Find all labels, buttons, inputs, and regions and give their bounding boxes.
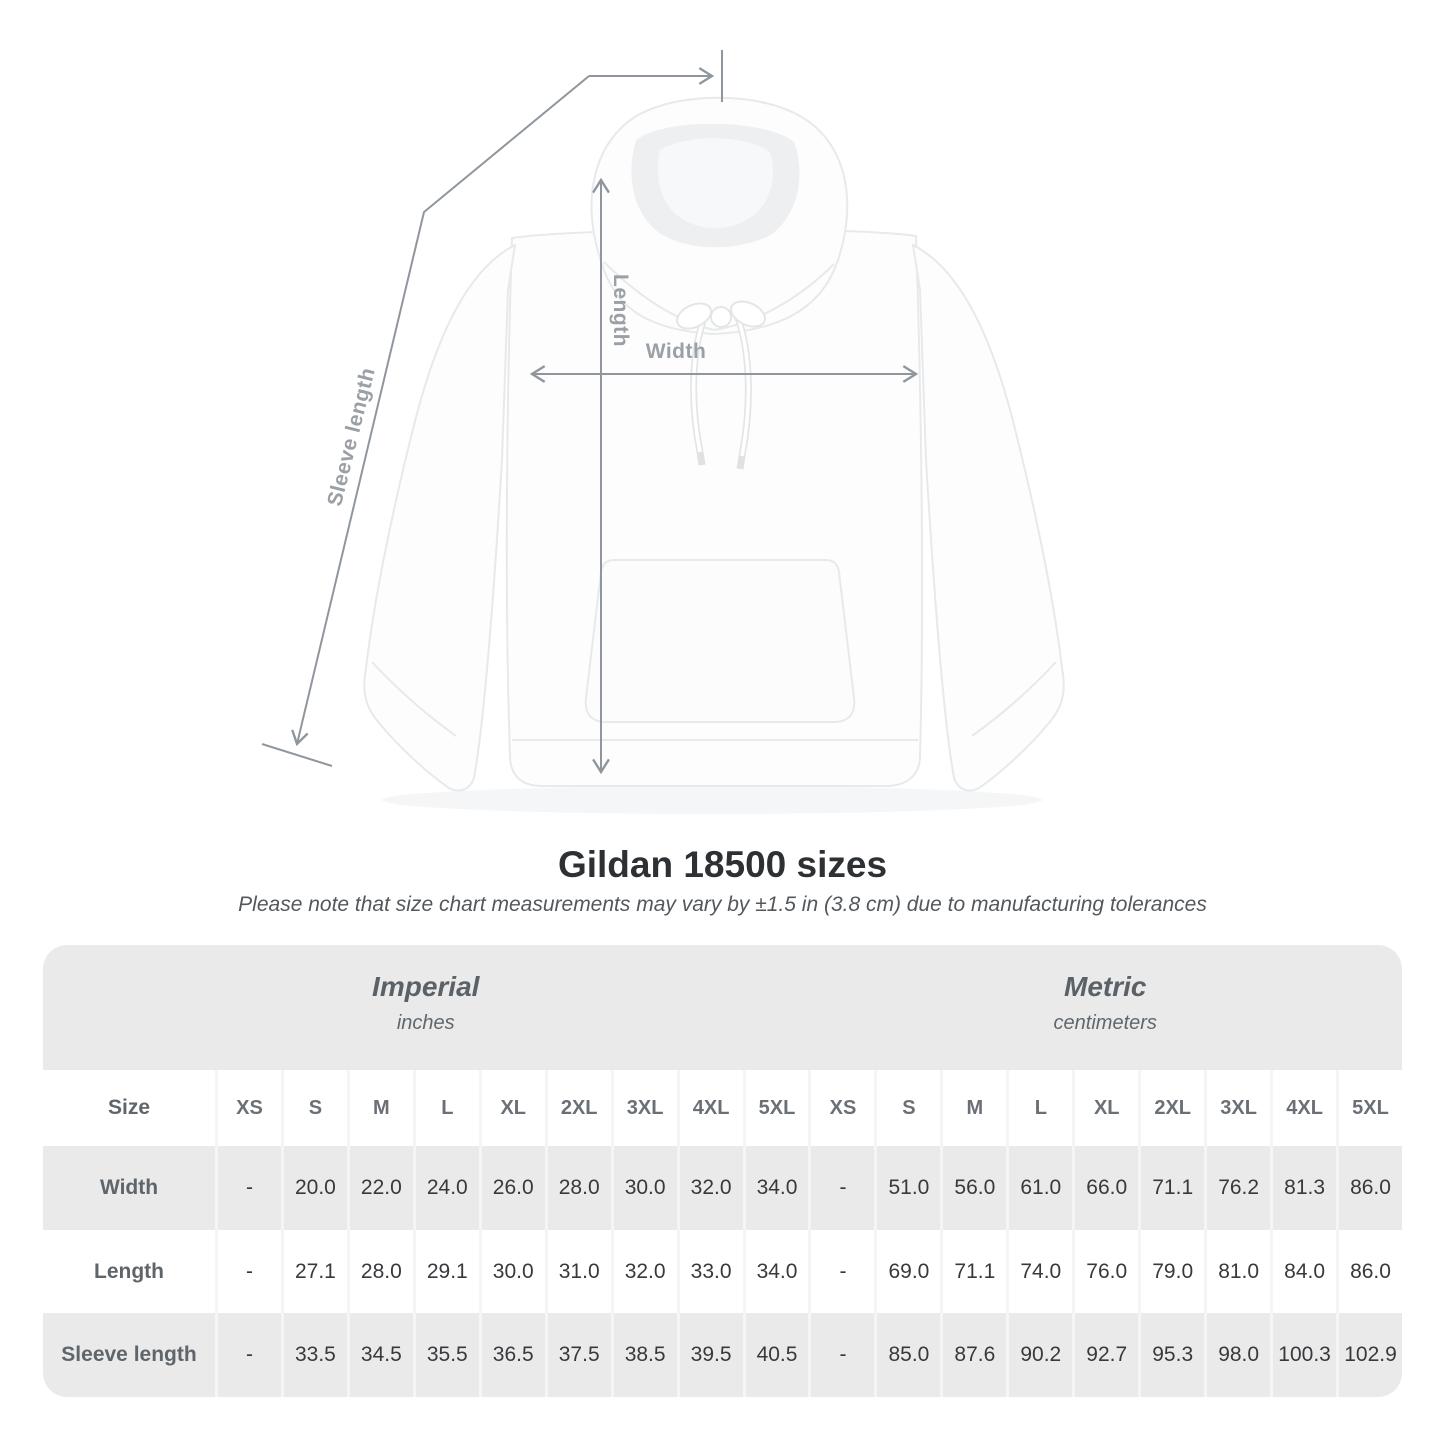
size-col-header: L <box>413 1070 479 1146</box>
measurement-value: 29.1 <box>413 1230 479 1313</box>
measurement-value: 37.5 <box>545 1313 611 1397</box>
measurement-value: 87.6 <box>940 1313 1006 1397</box>
measurement-value: 71.1 <box>940 1230 1006 1313</box>
size-col-header: XL <box>1072 1070 1138 1146</box>
row-label: Width <box>99 1176 159 1199</box>
bow-knot <box>711 307 731 327</box>
measurement-value: 33.5 <box>281 1313 347 1397</box>
measurement-value: 32.0 <box>677 1146 743 1230</box>
measurement-value: 40.5 <box>743 1313 809 1397</box>
size-col-header: M <box>347 1070 413 1146</box>
measurement-value: - <box>215 1313 281 1397</box>
measurement-value: 81.0 <box>1204 1230 1270 1313</box>
measurement-value: 102.9 <box>1336 1313 1402 1397</box>
measurement-value: - <box>808 1230 874 1313</box>
metric-unit-label: centimeters <box>1053 1011 1157 1034</box>
measurement-value: 74.0 <box>1006 1230 1072 1313</box>
measurement-value: 28.0 <box>347 1230 413 1313</box>
measurement-value: - <box>215 1230 281 1313</box>
imperial-group-header <box>43 945 808 1070</box>
measurement-value: 22.0 <box>347 1146 413 1230</box>
size-col-header: S <box>874 1070 940 1146</box>
imperial-label: Imperial <box>372 970 480 1002</box>
row-label: Sleeve length <box>61 1343 197 1366</box>
measurement-value: - <box>215 1146 281 1230</box>
tolerance-note: Please note that size chart measurements may vary by ±1.5 in (3.8 cm) due to manufacturing tolerances <box>238 893 1207 916</box>
measurement-value: 86.0 <box>1336 1146 1402 1230</box>
measurement-value: 92.7 <box>1072 1313 1138 1397</box>
size-col-header: 2XL <box>1138 1070 1204 1146</box>
size-col-header: XS <box>215 1070 281 1146</box>
measurement-value: 69.0 <box>874 1230 940 1313</box>
measurement-value: 30.0 <box>611 1146 677 1230</box>
measurement-value: 81.3 <box>1270 1146 1336 1230</box>
size-col-header: M <box>940 1070 1006 1146</box>
measurement-value: 61.0 <box>1006 1146 1072 1230</box>
measurement-value: - <box>808 1146 874 1230</box>
measurement-value: 24.0 <box>413 1146 479 1230</box>
hoodie-body <box>364 98 1064 814</box>
measurement-value: 27.1 <box>281 1230 347 1313</box>
measurement-value: 85.0 <box>874 1313 940 1397</box>
measurement-value: 98.0 <box>1204 1313 1270 1397</box>
size-col-header: 4XL <box>677 1070 743 1146</box>
measurement-value: 51.0 <box>874 1146 940 1230</box>
size-col-header: 3XL <box>1204 1070 1270 1146</box>
imperial-unit-label: inches <box>396 1011 455 1034</box>
measurement-value: 39.5 <box>677 1313 743 1397</box>
measurement-value: 36.5 <box>479 1313 545 1397</box>
size-col-header: XS <box>808 1070 874 1146</box>
hoodie-right-sleeve <box>913 245 1064 791</box>
measurement-value: 33.0 <box>677 1230 743 1313</box>
measurement-value: 66.0 <box>1072 1146 1138 1230</box>
size-col-header: XL <box>479 1070 545 1146</box>
measurement-value: 31.0 <box>545 1230 611 1313</box>
measurement-value: 26.0 <box>479 1146 545 1230</box>
metric-group-header <box>808 945 1402 1070</box>
size-table <box>43 945 1402 1397</box>
length-measure-label: Length <box>609 274 632 347</box>
metric-label: Metric <box>1064 970 1147 1002</box>
hoodie-shadow <box>382 786 1042 814</box>
hoodie-pocket <box>586 560 855 722</box>
measurement-value: 76.2 <box>1204 1146 1270 1230</box>
page-title: Gildan 18500 sizes <box>557 844 888 885</box>
measurement-value: 71.1 <box>1138 1146 1204 1230</box>
measurement-value: 84.0 <box>1270 1230 1336 1313</box>
measurement-value: 76.0 <box>1072 1230 1138 1313</box>
measurement-value: 34.0 <box>743 1146 809 1230</box>
size-col-header: 5XL <box>1336 1070 1402 1146</box>
width-measure-label: Width <box>645 340 707 363</box>
measurement-value: 32.0 <box>611 1230 677 1313</box>
size-col-header: 3XL <box>611 1070 677 1146</box>
measurement-value: 34.5 <box>347 1313 413 1397</box>
hoodie-left-sleeve <box>364 245 515 791</box>
measurement-value: 56.0 <box>940 1146 1006 1230</box>
row-label: Length <box>43 1230 215 1313</box>
measurement-value: 30.0 <box>479 1230 545 1313</box>
measurement-value: 35.5 <box>413 1313 479 1397</box>
measurement-value: 90.2 <box>1006 1313 1072 1397</box>
size-col-header: 4XL <box>1270 1070 1336 1146</box>
measurement-value: 95.3 <box>1138 1313 1204 1397</box>
measurement-value: 38.5 <box>611 1313 677 1397</box>
sleeve-length-measure-label: Sleeve length <box>323 365 380 509</box>
size-col-header: S <box>281 1070 347 1146</box>
measurement-value: 100.3 <box>1270 1313 1336 1397</box>
measurement-value: 34.0 <box>743 1230 809 1313</box>
size-col-header: 5XL <box>743 1070 809 1146</box>
size-header-cell: Size <box>43 1070 215 1146</box>
measurement-value: 79.0 <box>1138 1230 1204 1313</box>
measurement-value: 20.0 <box>281 1146 347 1230</box>
size-col-header: L <box>1006 1070 1072 1146</box>
measurement-value: 28.0 <box>545 1146 611 1230</box>
size-col-header: 2XL <box>545 1070 611 1146</box>
measurement-value: 86.0 <box>1336 1230 1402 1313</box>
sleeve-end-tick <box>262 744 332 766</box>
measurement-value: - <box>808 1313 874 1397</box>
